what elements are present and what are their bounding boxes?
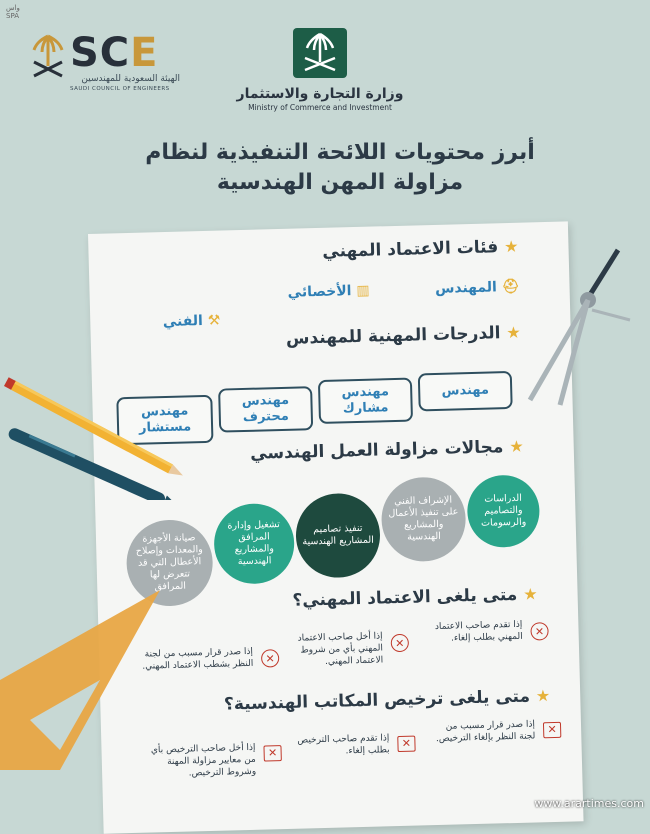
section-categories-heading: ★ فئات الاعتماد المهني [322,236,519,262]
category-specialist: ▥ الأخصائي [287,282,370,301]
tools-icon: ⚒ [207,312,221,329]
x-box-icon: ✕ [397,736,415,752]
x-box-icon: ✕ [543,722,561,738]
star-icon: ★ [535,686,551,706]
license-condition-1: ✕ إذا صدر قرار مسبب من لجنة النظر بإلغاء الترخيص. [431,718,562,745]
grade-engineer: مهندس [418,371,513,411]
title-line-2: مزاولة المهن الهندسية [216,170,464,195]
grade-associate: مهندس مشارك [318,378,413,424]
x-box-icon: ✕ [263,745,281,761]
x-circle-icon: ✕ [530,622,548,640]
revoke-condition-2: ✕ إذا أخل صاحب الاعتماد المهني بأي من شروط الاعتماد المهني. [279,630,410,669]
grade-professional: مهندس محترف [218,386,313,432]
star-icon: ★ [503,236,519,257]
revoke-condition-1: ✕ إذا تقدم صاحب الاعتماد المهني بطلب إلغاء. [418,618,549,645]
field-operation: تشغيل وإدارة المرافق والمشاريع الهندسية [213,503,295,585]
section-fields-heading: ★ مجالات مزاولة العمل الهندسي [249,436,524,464]
section-revoke-accreditation-heading: ★ متى يلغى الاعتماد المهني؟ [292,584,538,611]
palm-swords-icon [30,32,66,82]
section-revoke-license-heading: ★ متى يلغى ترخيص المكاتب الهندسية؟ [223,686,551,715]
sce-english-name: SAUDI COUNCIL OF ENGINEERS [70,86,170,92]
star-icon: ★ [522,584,538,604]
field-studies: الدراسات والتصاميم والرسومات [466,474,540,548]
title-line-1: أبرز محتويات اللائحة التنفيذية لنظام [145,140,535,165]
saudi-emblem-icon [293,28,347,78]
section-grades-heading: ★ الدرجات المهنية للمهندس [285,322,521,349]
star-icon: ★ [506,322,521,343]
pencil-pen-icon [0,370,200,500]
building-icon: ▥ [356,282,370,299]
page-title [120,138,560,198]
helmet-icon: ⛑ [501,278,520,296]
triangle-ruler-icon [0,570,175,770]
watermark: www.arartimes.com [534,797,644,810]
ministry-english-name: Ministry of Commerce and Investment [248,103,392,112]
license-condition-3: ✕ إذا أخل صاحب الترخيص بأي من معايير مزاولة المهنة وشروط الترخيص. [141,741,282,781]
sce-arabic-name: الهيئة السعودية للمهندسين [81,74,180,84]
field-maintenance: صيانة الأجهزة والمعدات وإصلاح الأعطال التي قد تتعرض لها المرافق [126,519,214,607]
license-condition-2: ✕ إذا تقدم صاحب الترخيص بطلب إلغاء. [295,732,416,759]
x-circle-icon: ✕ [261,649,279,667]
x-circle-icon: ✕ [391,634,409,652]
field-supervision: الإشراف الفني على تنفيذ الأعمال والمشاريع الهندسية [380,476,466,562]
sce-wordmark: SCE [70,30,159,76]
category-technician: ⚒ الفني [162,312,221,331]
grade-consultant: مهندس مستشار [116,395,213,445]
ministry-logo [230,28,410,128]
compass-icon [500,240,640,410]
field-execution: تنفيذ تصاميم المشاريع الهندسية [295,492,381,578]
star-icon: ★ [509,436,524,457]
sce-logo [30,28,180,98]
category-engineer: ⛑ المهندس [434,278,520,297]
spa-logo: واس SPA [6,4,20,20]
revoke-condition-3: ✕ إذا صدر قرار مسبب من لجنة النظر بشطب الاعتماد المهني. [139,645,280,673]
ministry-arabic-name: وزارة التجارة والاستثمار [236,86,404,102]
